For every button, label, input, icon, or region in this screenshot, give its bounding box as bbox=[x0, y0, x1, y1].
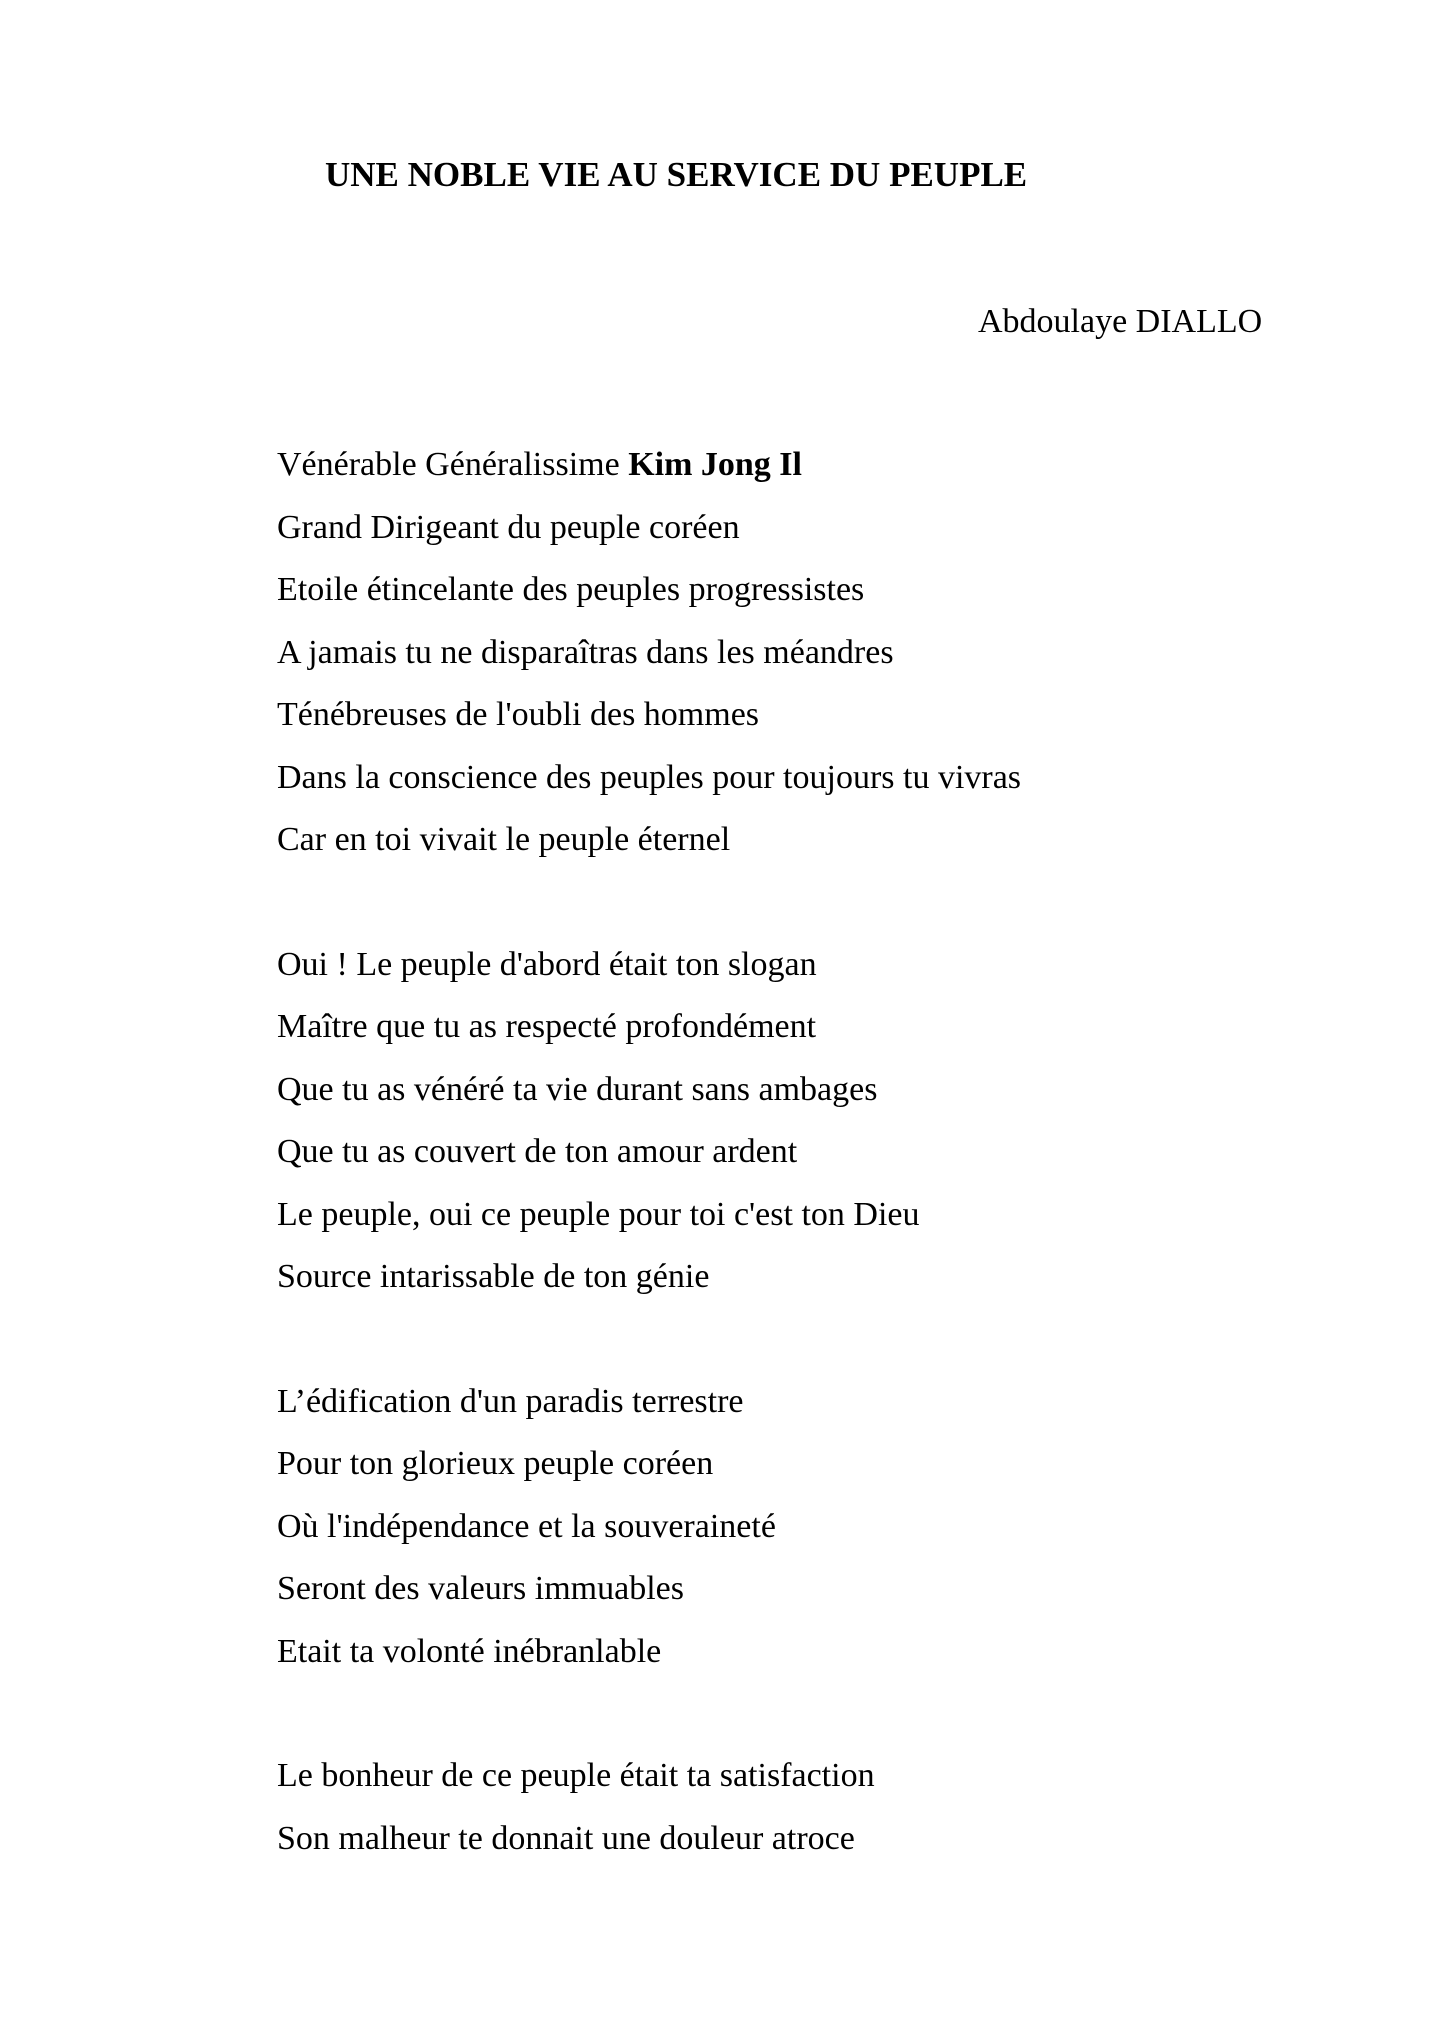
dedicatee-name: Kim Jong Il bbox=[628, 446, 802, 483]
poem-line: Etait ta volonté inébranlable bbox=[277, 1632, 662, 1670]
poem-line: A jamais tu ne disparaîtras dans les méandres bbox=[277, 633, 894, 671]
poem-line: L’édification d'un paradis terrestre bbox=[277, 1382, 744, 1420]
poem-line: Source intarissable de ton génie bbox=[277, 1258, 710, 1295]
poem-line: Grand Dirigeant du peuple coréen bbox=[277, 508, 740, 546]
poem-line: Car en toi vivait le peuple éternel bbox=[277, 821, 731, 858]
poem-line: Oui ! Le peuple d'abord était ton slogan bbox=[277, 945, 817, 983]
poem-author: Abdoulaye DIALLO bbox=[978, 303, 1263, 340]
poem-line: Son malheur te donnait une douleur atroce bbox=[277, 1819, 855, 1857]
poem-line: Etoile étincelante des peuples progressistes bbox=[277, 571, 865, 608]
line-text: Vénérable Généralissime bbox=[277, 446, 629, 483]
poem-title: UNE NOBLE VIE AU SERVICE DU PEUPLE bbox=[325, 155, 1028, 194]
poem-line: Ténébreuses de l'oubli des hommes bbox=[277, 696, 760, 733]
poem-line: Dans la conscience des peuples pour toujours tu vivras bbox=[277, 758, 1022, 796]
stanza bbox=[277, 934, 1021, 1309]
poem-line bbox=[277, 434, 1021, 497]
poem-line: Que tu as vénéré ta vie durant sans ambages bbox=[277, 1070, 878, 1108]
poem-line: Maître que tu as respecté profondément bbox=[277, 1008, 817, 1045]
stanza bbox=[277, 1371, 1021, 1684]
poem-line: Où l'indépendance et la souveraineté bbox=[277, 1507, 776, 1545]
poem-line: Le peuple, oui ce peuple pour toi c'est ton Dieu bbox=[277, 1195, 920, 1233]
stanza bbox=[277, 434, 1021, 872]
poem-line: Que tu as couvert de ton amour ardent bbox=[277, 1133, 798, 1170]
stanza bbox=[277, 1745, 1021, 1870]
poem-line: Pour ton glorieux peuple coréen bbox=[277, 1445, 714, 1482]
poem-line: Seront des valeurs immuables bbox=[277, 1570, 684, 1607]
poem-body bbox=[277, 434, 1021, 1932]
poem-line: Le bonheur de ce peuple était ta satisfaction bbox=[277, 1757, 875, 1794]
